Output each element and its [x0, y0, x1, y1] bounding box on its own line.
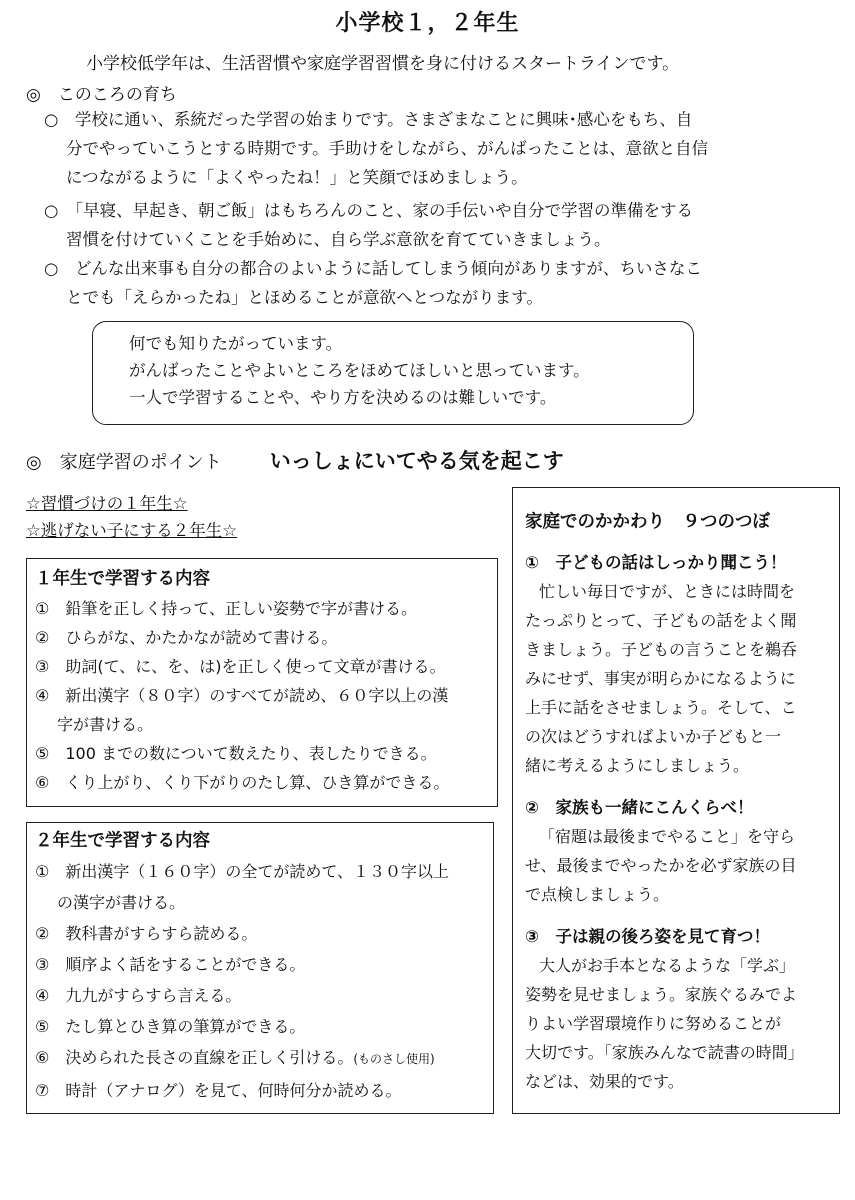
list-item: ④ 九九がすらすら言える。: [35, 986, 242, 1005]
tip-heading-3: ③ 子は親の後ろ姿を見て育つ！: [525, 927, 770, 946]
list-item: ④ 新出漢字（８０字）のすべてが読め、６０字以上の漢: [35, 686, 449, 705]
section-heading-growth: ◎ このころの育ち: [26, 85, 177, 105]
list-item: ③ 順序よく話をすることができる。: [35, 955, 306, 974]
list-item-note: (ものさし使用): [353, 1052, 435, 1066]
home-study-emphasis: いっしょにいてやる気を起こす: [269, 449, 564, 473]
page-title: 小学校１，２年生: [335, 11, 520, 36]
list-item-continuation: 字が書ける。: [57, 715, 154, 734]
callout-line: 何でも知りたがっています。: [129, 334, 343, 353]
list-item: ⑥ くり上がり、くり下がりのたし算、ひき算ができる。: [35, 773, 450, 792]
home-tips-box: [512, 487, 840, 1114]
list-item: ② 教科書がすらすら読める。: [35, 924, 258, 943]
grade1-content-box: [26, 558, 498, 807]
list-item: ① 新出漢字（１６０字）の全てが読めて、１３０字以上: [35, 862, 450, 881]
list-item-continuation: の漢字が書ける。: [57, 893, 186, 912]
list-item: ③ 助詞(て、に、を、は)を正しく使って文章が書ける。: [35, 657, 446, 676]
growth-paragraph-1: ○ 学校に通い、系統だった学習の始まりです。さまざまなことに興味･感心をもち、自 分でやっていこうとする時期です。手助けをしながら、がんばったことは、意欲と自信 につながるように「よくやったね！」と笑顔でほめましょう。: [44, 110, 709, 187]
section-heading-home-study: ◎ 家庭学習のポイント いっしょにいてやる気を起こす: [26, 449, 564, 473]
list-item: ⑥ 決められた長さの直線を正しく引ける。(ものさし使用): [35, 1048, 435, 1067]
tip-heading-2: ② 家族も一緒にこんくらべ！: [525, 798, 754, 817]
callout-line: がんばったことやよいところをほめてほしいと思っています。: [129, 361, 590, 380]
list-item: ⑤ たし算とひき算の筆算ができる。: [35, 1017, 306, 1036]
goal-grade1: ☆習慣づけの１年生☆: [26, 494, 188, 513]
tip-body-2: 「宿題は最後までやること」を守ら せ、最後までやったかを必ず家族の目 で点検しましょう。: [525, 827, 797, 904]
list-item: ② ひらがな、かたかなが読めて書ける。: [35, 628, 338, 647]
callout-line: 一人で学習することや、やり方を決めるのは難しいです。: [129, 388, 557, 407]
list-item: ① 鉛筆を正しく持って、正しい姿勢で字が書ける。: [35, 599, 418, 618]
list-item: ⑦ 時計（アナログ）を見て、何時何分か読める。: [35, 1081, 402, 1100]
growth-paragraph-2: ○ 「早寝、早起き、朝ご飯」はもちろんのこと、家の手伝いや自分で学習の準備をする 習慣を付けていくことを手始めに、自ら学ぶ意欲を育てていきましょう。: [44, 201, 693, 249]
tip-heading-1: ① 子どもの話はしっかり聞こう！: [525, 553, 787, 572]
list-item: ⑤ 100 までの数について数えたり、表したりできる。: [35, 744, 437, 763]
tips-title: 家庭でのかかわり ９つのつぼ: [525, 512, 770, 532]
grade2-title: ２年生で学習する内容: [35, 831, 210, 851]
goal-grade2: ☆逃げない子にする２年生☆: [26, 521, 238, 540]
tip-body-1: 忙しい毎日ですが、ときには時間を たっぷりとって、子どもの話をよく聞 きましょう。子どもの言うことを鵜呑 みにせず、事実が明らかになるように 上手に話をさせましょう。そして、こ の次はどうすればよいか子どもと一 緒に考えるようにしましょう。: [525, 582, 798, 775]
intro-text: 小学校低学年は、生活習慣や家庭学習習慣を身に付けるスタートラインです。: [86, 54, 680, 74]
growth-paragraph-3: ○ どんな出来事も自分の都合のよいように話してしまう傾向がありますが、ちいさなこ とでも「えらかったね」とほめることが意欲へとつながります。: [44, 259, 702, 307]
callout-box: [92, 321, 694, 425]
tip-body-3: 大人がお手本となるような「学ぶ」 姿勢を見せましょう。家族ぐるみでよ りよい学習環境作りに努めることが 大切です。「家族みんなで読書の時間」 などは、効果的です。: [525, 956, 804, 1091]
grade2-content-box: [26, 822, 494, 1114]
grade1-title: １年生で学習する内容: [35, 569, 210, 589]
